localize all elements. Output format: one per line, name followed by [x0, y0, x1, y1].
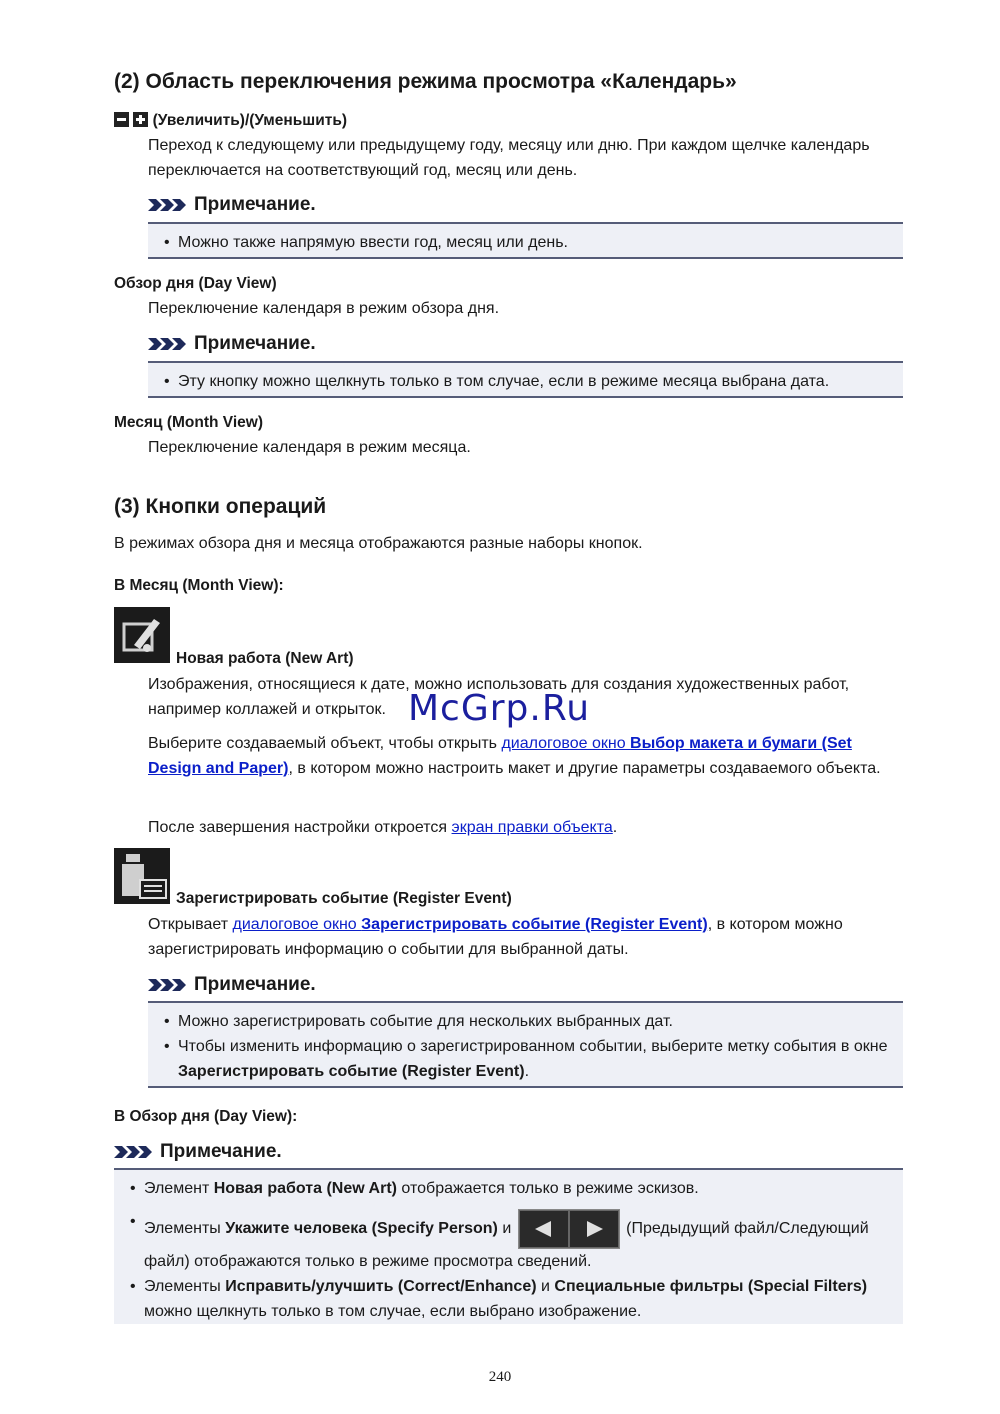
triple-arrow-icon [148, 197, 188, 213]
section-3-title: (3) Кнопки операций [114, 495, 327, 518]
minus-icon [114, 112, 129, 127]
note-1-item: • Можно также напрямую ввести год, месяц или день. [178, 230, 903, 255]
new-art-paragraph-3: После завершения настройки откроется экран правки объекта. [148, 819, 618, 836]
dayview-label: Обзор дня (Day View) [114, 275, 277, 292]
triple-arrow-icon [148, 977, 188, 993]
month-view-label: В Месяц (Month View): [114, 577, 284, 594]
zoom-label: (Увеличить)/(Уменьшить) [152, 112, 348, 129]
register-event-label: Зарегистрировать событие (Register Event) [176, 890, 512, 907]
triple-arrow-icon [148, 336, 188, 352]
new-art-paragraph-2: Выберите создаваемый объект, чтобы открыть диалоговое окно Выбор макета и бумаги (Set Design and Paper), в котором можно настроить макет и другие параметры создаваемого объекта. [148, 735, 881, 777]
new-art-description: Изображения, относящиеся к дате, можно использовать для создания художественных работ, например коллажей и открыток. [148, 676, 850, 718]
note-2-item: • Эту кнопку можно щелкнуть только в том случае, если в режиме месяца выбрана дата. [178, 369, 903, 394]
right-arrow-icon [569, 1210, 619, 1248]
note-4-item-1: • Элемент Новая работа (New Art) отображается только в режиме эскизов. [144, 1176, 903, 1201]
note-4-item-2: • Элементы Укажите человека (Specify Person) и (Предыдущий файл/Следующий файл) отображаются только в режиме просмотра сведений. [144, 1209, 903, 1274]
note-4-heading: Примечание. [114, 1141, 282, 1163]
note-3-item-2: • Чтобы изменить информацию о зарегистрированном событии, выберите метку события в окне Зарегистрировать событие (Register Event). [178, 1034, 903, 1084]
plus-icon [133, 112, 148, 127]
register-event-link[interactable]: диалоговое окно Зарегистрировать событие (Register Event) [232, 916, 708, 933]
register-event-icon [114, 848, 170, 904]
section-3-intro: В режимах обзора дня и месяца отображаются разные наборы кнопок. [114, 535, 643, 552]
note-3-heading: Примечание. [148, 974, 316, 996]
zoom-label-row [114, 112, 347, 130]
note-3-item-1: • Можно зарегистрировать событие для нескольких выбранных дат. [178, 1009, 903, 1034]
note-1-box [148, 222, 903, 259]
set-design-link[interactable]: диалоговое окно Выбор макета и бумаги (Set Design and Paper) [148, 735, 852, 777]
zoom-description: Переход к следующему или предыдущему году, месяцу или дню. При каждом щелчке календарь переключается на соответствующий год, месяц или день. [148, 137, 870, 179]
new-art-icon [114, 607, 170, 663]
triple-arrow-icon [114, 1144, 154, 1160]
new-art-label: Новая работа (New Art) [176, 650, 354, 667]
note-2-heading: Примечание. [148, 333, 316, 355]
note-4-item-3: • Элементы Исправить/улучшить (Correct/Enhance) и Специальные фильтры (Special Filters) можно щелкнуть только в том случае, если выбрано изображение. [144, 1274, 903, 1324]
note-4-box [114, 1168, 903, 1324]
day-view-label: В Обзор дня (Day View): [114, 1108, 298, 1125]
note-2-box [148, 361, 903, 398]
month-description: Переключение календаря в режим месяца. [148, 439, 471, 456]
register-event-description: Открывает диалоговое окно Зарегистрировать событие (Register Event), в котором можно зарегистрировать информацию о событии для выбранной даты. [148, 916, 843, 958]
page-number: 240 [488, 1369, 512, 1385]
note-3-box [148, 1001, 903, 1088]
section-2-title: (2) Область переключения режима просмотра «Календарь» [114, 70, 737, 93]
note-1-heading: Примечание. [148, 194, 316, 216]
edit-screen-link[interactable]: экран правки объекта [451, 819, 613, 836]
watermark: McGrp.Ru [408, 688, 591, 729]
left-arrow-icon [519, 1210, 569, 1248]
month-label: Месяц (Month View) [114, 414, 263, 431]
dayview-description: Переключение календаря в режим обзора дня. [148, 300, 500, 317]
prev-next-buttons [518, 1209, 620, 1249]
